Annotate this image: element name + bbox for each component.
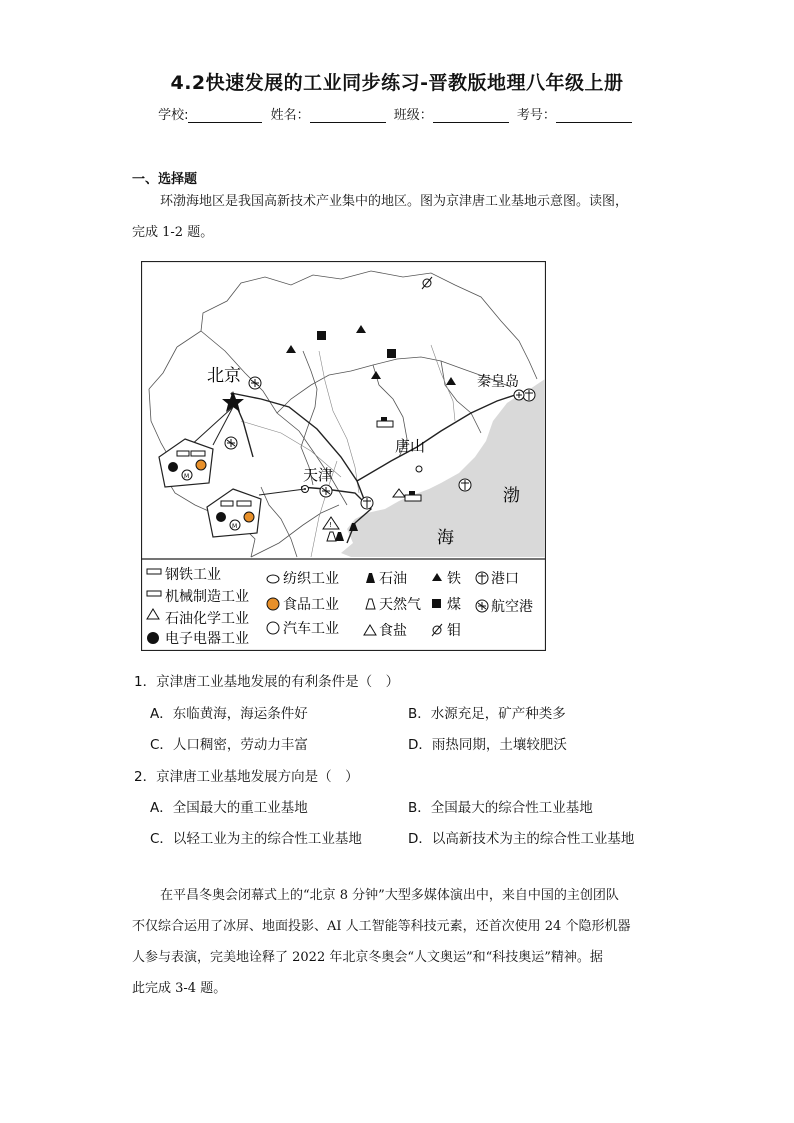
passage2-line1: 在平昌冬奥会闭幕式上的“北京 8 分钟”大型多媒体演出中，来自中国的主创团队 [160,888,619,903]
question-1-option-c[interactable]: C．人口稠密，劳动力丰富 [150,737,308,753]
airport-icon [249,377,261,389]
jingjintang-industrial-map [141,261,546,651]
exam-number-blank[interactable] [556,108,632,123]
passage2-line2: 不仅综合运用了冰屏、地面投影、AI 人工智能等科技元素，还首次使用 24 个隐形机器 [132,919,631,934]
legend-coal-label: 煤 [447,597,461,613]
passage2-line3: 人参与表演，完美地诠释了 2022 年北京冬奥会“人文奥运”和“科技奥运”精神。据 [132,950,603,965]
legend-airport-label: 航空港 [491,599,533,615]
legend-salt-label: 食盐 [379,623,407,639]
hai-sea-label: 海 [437,528,454,548]
beijing-label: 北京 [207,366,241,386]
name-label: 姓名： [270,108,310,123]
passage1-line2: 完成 1-2 题。 [132,225,214,240]
question-2-option-b[interactable]: B．全国最大的综合性工业基地 [408,800,593,816]
svg-text:M: M [232,523,238,530]
question-2-option-a[interactable]: A．全国最大的重工业基地 [150,800,308,816]
legend-molybdenum-label: 钼 [447,623,461,639]
tangshan-label: 唐山 [395,437,426,455]
legend-electronics-icon [147,632,159,644]
legend-machinery-icon [147,591,161,596]
page-title: 4.2快速发展的工业同步练习-晋教版地理八年级上册 [170,72,624,94]
legend-iron-label: 铁 [447,571,461,587]
school-label: 学校: [158,108,189,123]
question-2-option-c[interactable]: C．以轻工业为主的综合性工业基地 [150,831,362,847]
legend-port-icon [476,572,488,584]
airport-icon [514,390,524,400]
legend-food-icon [267,598,279,610]
airport-icon [225,437,237,449]
port-icon [459,479,471,491]
legend-electronics-label: 电子电器工业 [165,631,249,647]
class-label: 班级： [393,108,433,123]
svg-text:M: M [184,473,190,480]
legend-machinery-label: 机械制造工业 [165,589,249,605]
coal-icon [317,331,326,340]
coal-icon [387,349,396,358]
qinhuangdao-label: 秦皇岛 [477,374,519,390]
bo-sea-label: 渤 [503,486,520,506]
legend-petrochemical-label: 石油化学工业 [165,611,249,627]
question-2-stem: 2．京津唐工业基地发展方向是（ ） [134,769,359,785]
svg-text:!: ! [329,521,332,529]
question-2-option-d[interactable]: D．以高新技术为主的综合性工业基地 [408,831,635,847]
exam-number-label: 考号： [516,108,556,123]
question-1-option-b[interactable]: B．水源充足，矿产种类多 [408,706,566,722]
legend-gas-label: 天然气 [379,597,421,613]
legend-steel-label: 钢铁工业 [165,567,221,583]
port-icon [361,497,373,509]
legend-oil-label: 石油 [379,571,407,587]
legend-textile-label: 纺织工业 [283,571,339,587]
passage1-line1: 环渤海地区是我国高新技术产业集中的地区。图为京津唐工业基地示意图。读图， [160,194,629,209]
legend-auto-label: 汽车工业 [283,621,339,637]
name-blank[interactable] [310,108,386,123]
school-blank[interactable] [188,108,262,123]
question-1-option-a[interactable]: A．东临黄海，海运条件好 [150,706,308,722]
airport-icon [320,485,332,497]
legend-textile-icon [267,575,279,583]
legend-port-label: 港口 [491,571,519,587]
passage2-line4: 此完成 3-4 题。 [132,981,227,996]
legend-airport-icon [476,600,488,612]
class-blank[interactable] [433,108,509,123]
port-icon [523,389,535,401]
legend-food-label: 食品工业 [283,597,339,613]
section-heading: 一、选择题 [132,172,198,187]
question-1-stem: 1．京津唐工业基地发展的有利条件是（ ） [134,674,400,690]
legend-auto-icon [267,622,279,634]
legend-coal-icon [432,599,441,608]
tangshan-city-icon [416,466,422,472]
legend-steel-icon [147,569,161,574]
question-1-option-d[interactable]: D．雨热同期，土壤较肥沃 [408,737,567,753]
tianjin-label: 天津 [303,466,334,484]
student-info-line [0,104,794,123]
